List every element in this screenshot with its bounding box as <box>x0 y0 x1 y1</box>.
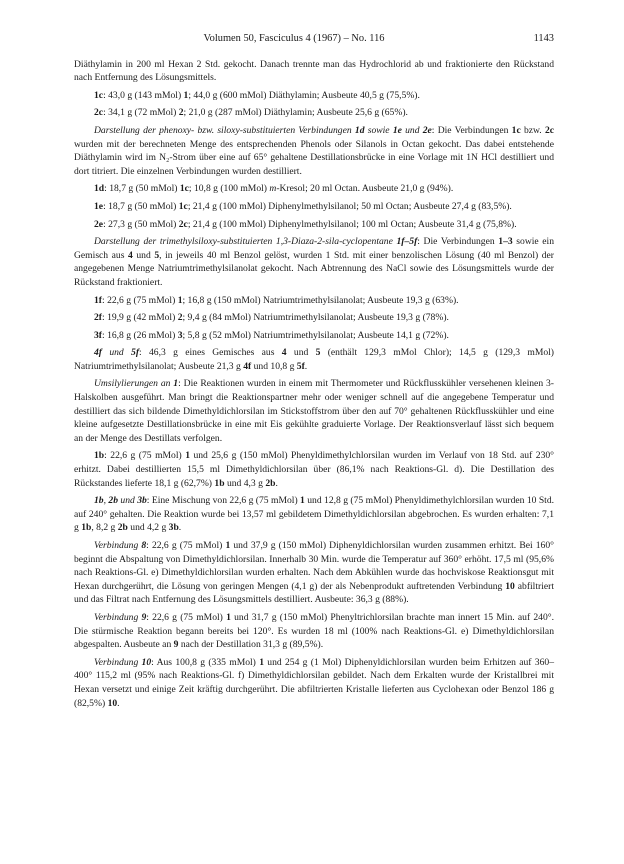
text-run: : 18,7 g (50 mMol) <box>104 183 180 195</box>
emphasis-text: 1c <box>178 200 188 212</box>
emphasis-text: 3 <box>177 329 183 341</box>
emphasis-text: 1b <box>214 477 225 489</box>
emphasis-text: und <box>401 124 423 136</box>
text-run: : Die Verbindungen <box>417 236 499 248</box>
paragraph <box>74 182 554 196</box>
paragraph <box>74 346 554 373</box>
emphasis-text: , <box>103 495 109 507</box>
emphasis-text: 1b <box>94 450 105 462</box>
text-run: ; 10,8 g (100 mMol) <box>188 183 270 195</box>
text-run: : 18,7 g (50 mMol) <box>103 200 179 212</box>
text-run: ; 5,8 g (52 mMol) Natriumtrimethylsilanolat; Ausbeute 14,1 g (72%). <box>182 329 449 341</box>
emphasis-text: 1 <box>226 611 231 623</box>
text-run: : 22,6 g (75 mMol) <box>104 450 186 462</box>
emphasis-text: 1e <box>392 124 402 136</box>
emphasis-text: 10 <box>505 580 515 592</box>
emphasis-text: 10 <box>141 656 152 668</box>
text-run: . <box>275 477 278 489</box>
text-run: . <box>117 697 120 709</box>
emphasis-text: 1d <box>94 183 105 195</box>
emphasis-text: 3b <box>137 495 147 507</box>
emphasis-text: 1 <box>300 495 305 507</box>
text-run: bzw. <box>520 124 545 136</box>
emphasis-text: m <box>269 183 277 195</box>
paragraph <box>74 377 554 445</box>
emphasis-text: 1c <box>511 124 521 136</box>
text-run: : 46,3 g eines Gemisches aus <box>139 347 282 359</box>
text-run: und <box>132 249 155 261</box>
emphasis-text: Darstellung der trimethylsiloxy-substituierten 1,3-Diaza-2-sila-cyclopentane <box>94 236 397 248</box>
paragraph <box>74 449 554 490</box>
emphasis-text: 5f <box>296 360 305 372</box>
emphasis-text: 5 <box>154 249 160 261</box>
running-title: Volumen 50, Fasciculus 4 (1967) – No. 116 <box>203 33 385 44</box>
text-run: Diäthylamin in 200 ml Hexan 2 Std. gekocht. Danach trennte man das Hydrochlorid ab und fraktionierte den Rückstand nach Entfernung des Lösungsmittels. <box>74 58 554 84</box>
text-run: ; 21,4 g (100 mMol) Diphenylmethylsilanol; 50 ml Octan; Ausbeute 27,4 g (83,5%). <box>187 200 512 212</box>
emphasis-text: 2f <box>94 312 102 324</box>
text-run: : Eine Mischung von 22,6 g (75 mMol) <box>146 495 301 507</box>
emphasis-text: 1c <box>94 89 104 101</box>
emphasis-text: 2e <box>94 218 104 230</box>
text-run: -Kresol; 20 ml Octan. Ausbeute 21,0 g (94%). <box>276 183 454 195</box>
emphasis-text: Umsilylierungen an <box>94 378 174 390</box>
text-run: : 16,8 g (26 mMol) <box>102 329 178 341</box>
paragraph <box>74 89 554 103</box>
emphasis-text: 4 <box>281 347 287 359</box>
text-run: und 10,8 g <box>251 360 297 372</box>
text-run: : Die Verbindungen <box>431 124 512 136</box>
text-run: : 43,0 g (143 mMol) <box>103 89 184 101</box>
emphasis-text: 9 <box>173 639 179 651</box>
emphasis-text: 10 <box>107 697 118 709</box>
emphasis-text: sowie <box>364 124 393 136</box>
text-run: ; 21,4 g (100 mMol) Diphenylmethylsilanol; 100 ml Octan; Ausbeute 31,4 g (75,8%). <box>187 218 517 230</box>
paragraph <box>74 58 554 85</box>
emphasis-text: 1 <box>185 450 190 462</box>
paragraph <box>74 311 554 325</box>
emphasis-text: 4f <box>243 360 252 372</box>
emphasis-text: 5f <box>131 347 140 359</box>
emphasis-text: 3f <box>94 329 102 341</box>
text-run: abfiltriert und das Filtrat nach Entfernung des Lösungsmittels destilliert. Ausbeute: 36,3 g (88%). <box>74 580 554 606</box>
text-run: ; 44,0 g (600 mMol) Diäthylamin; Ausbeute 40,5 g (75,5%). <box>188 89 420 101</box>
text-run: sowie ein Gemisch aus <box>74 236 555 261</box>
paragraph <box>74 106 554 120</box>
text-run: und 4,3 g <box>224 477 266 489</box>
text-run: : 22,6 g (75 mMol) <box>146 611 227 623</box>
paragraph <box>74 494 554 535</box>
paragraph <box>74 235 554 289</box>
text-run: : 19,9 g (42 mMol) <box>102 312 178 324</box>
emphasis-text: 1–3 <box>498 236 513 248</box>
paragraph <box>74 124 554 178</box>
text-run: : Die Reaktionen wurden in einem mit Thermometer und Rückflusskühler versehenen kleinen 3-Halskolben ausgeführt. Man bringt die Reaktionspartner mehr oder weniger schnell auf die angegebene Temperatur und destilliert das sich bildende Dimethyldichlorsilan im Stickstoffstrom über den auf 70° gehaltenen Rückflusskühler und eine kleine aufgesetzte Destillationsbrücke in eine mit Eis gekühlte graduierte Vorlage. Der Reaktionsverlauf lässt sich bequem an der Menge des Destillats verfolgen. <box>74 378 554 444</box>
text-run: und 12,8 g (75 mMol) Phenyldimethylchlorsilan wurden 10 Std. auf 240° gehalten. Die Reaktion wurde bei 13,57 ml gebildetem Dimethyldichlorsilan abgebrochen. Es wurden erhalten: 7,1 g <box>74 495 555 534</box>
emphasis-text: 2b <box>108 495 118 507</box>
emphasis-text: 4 <box>128 249 133 261</box>
page-number: 1143 <box>533 33 554 44</box>
emphasis-text: 2c <box>178 218 188 230</box>
text-run: und 4,2 g <box>127 522 169 534</box>
paragraph <box>74 294 554 308</box>
emphasis-text: 1 <box>177 294 183 306</box>
emphasis-text: 2e <box>422 124 432 136</box>
paragraph <box>74 611 554 652</box>
emphasis-text: 2 <box>178 107 184 119</box>
paragraph <box>74 656 554 710</box>
emphasis-text: 1c <box>179 183 189 195</box>
emphasis-text: 1 <box>259 656 264 668</box>
emphasis-text: und <box>102 347 132 359</box>
text-run: ; 21,0 g (287 mMol) Diäthylamin; Ausbeute 25,6 g (65%). <box>183 107 408 119</box>
emphasis-text: 1 <box>183 89 189 101</box>
text-run: und 25,6 g (150 mMol) Phenyldimethylchlorsilan wurden im Verlauf von 18 Std. auf 230° erhitzt. Dabei destillierten 15,5 ml Dimethyldichlorsilan über (86,1% nach Reaktions-Gl. d). Die Destillation des Rückstandes lieferte 18,1 g (62,7%) <box>74 450 554 489</box>
emphasis-text: 1b <box>94 495 104 507</box>
paragraph <box>74 329 554 343</box>
emphasis-text: 2b <box>265 477 276 489</box>
text-run: . <box>178 522 182 534</box>
emphasis-text: Verbindung <box>94 540 142 551</box>
emphasis-text: 2c <box>94 107 104 119</box>
paragraph <box>74 218 554 232</box>
body-text <box>74 58 554 711</box>
emphasis-text: 2c <box>544 124 555 136</box>
emphasis-text: 2 <box>177 312 183 324</box>
emphasis-text: 1e <box>94 200 104 212</box>
emphasis-text: 1f–5f <box>396 236 418 248</box>
emphasis-text: 1d <box>354 124 365 136</box>
text-run: wurden mit der berechneten Menge des entsprechenden Phenols oder Silanols in Octan gekocht. Das dabei entstehende Diäthylamin wird im N₂-Strom über eine auf 65° gehaltene Destillationsbrücke in eine Vorlage mit 1N HCl destilliert und dort titriert. Die einzelnen Verbindungen wurden destilliert. <box>74 138 554 177</box>
emphasis-text: 1f <box>94 294 102 306</box>
text-run: nach der Destillation 31,3 g (89,5%). <box>178 639 324 651</box>
text-run: : 34,1 g (72 mMol) <box>103 107 179 119</box>
emphasis-text: und <box>118 495 138 507</box>
text-run: . <box>304 360 308 372</box>
text-run: : 22,6 g (75 mMol) <box>102 294 178 306</box>
emphasis-text: 9 <box>141 611 147 623</box>
emphasis-text: 4f <box>94 347 102 359</box>
emphasis-text: 1 <box>225 540 231 551</box>
emphasis-text: Darstellung der phenoxy- bzw. siloxy-substituierten Verbindungen <box>94 124 355 136</box>
paragraph <box>74 200 554 214</box>
emphasis-text: Verbindung <box>94 656 142 668</box>
text-run: und <box>286 347 316 359</box>
emphasis-text: 3b <box>168 522 179 534</box>
emphasis-text: 1 <box>173 378 179 390</box>
emphasis-text: 1b <box>81 522 92 534</box>
emphasis-text: 2b <box>117 522 128 534</box>
text-run: : Aus 100,8 g (335 mMol) <box>151 656 260 668</box>
emphasis-text: Verbindung <box>94 611 142 623</box>
page-header <box>74 32 554 46</box>
text-run: : 22,6 g (75 mMol) <box>146 540 226 551</box>
paragraph <box>74 539 554 607</box>
text-run: ; 9,4 g (84 mMol) Natriumtrimethylsilanolat; Ausbeute 19,3 g (78%). <box>182 312 449 324</box>
text-run: und 31,7 g (150 mMol) Phenyltrichlorsilan brachte man innert 15 Min. auf 240°. Die stürmische Reaktion begann bereits bei 120°. Es wurden 18 ml (100% nach Reaktions-Gl. e) Dimethyldichlorsilan abgespalten. Ausbeute an <box>74 611 554 651</box>
text-run: und 254 g (1 Mol) Diphenyldichlorsilan wurden beim Erhitzen auf 360–400° 115,2 ml (95% nach Reaktions-Gl. f) Dimethyldichlorsilan gebildet. Nach dem Erkalten wurde der Kristallbrei mit Hexan versetzt und einige Zeit kräftig durchgerührt. Die abfiltrierten Kristalle lieferten aus Cyclohexan oder Benzol 186 g (82,5%) <box>74 656 554 709</box>
emphasis-text: 5 <box>315 347 321 359</box>
text-run: , 8,2 g <box>91 522 118 534</box>
text-run: ; 16,8 g (150 mMol) Natriumtrimethylsilanolat; Ausbeute 19,3 g (63%). <box>182 294 459 306</box>
text-run: und 37,9 g (150 mMol) Diphenyldichlorsilan wurden zusammen erhitzt. Bei 160° beginnt die Abspaltung von Dimethyldichlorsilan. Innerhalb 30 Min. wurde die Temperatur auf 360° erhöht. 17,5 ml (95,6% nach Reaktions-Gl. e) Dimethyldichlorsilan wurden erhalten. Nach dem Abkühlen wurde das hochviskose Reaktionsgut mit Hexan durchgerührt, die Lösung von geringen Mengen (4,1 g) der als Nebenprodukt auftretenden Verbindung <box>74 540 554 592</box>
text-run: (enthält 129,3 mMol Chlor); 14,5 g (129,3 mMol) Natriumtrimethylsilanolat; Ausbeute 21,3 g <box>74 347 555 372</box>
emphasis-text: 8 <box>141 540 147 551</box>
text-run: , in jeweils 40 ml Benzol gelöst, wurden 1 Std. mit einer benzolischen Lösung (40 ml Benzol) der angegebenen Menge Natriumtrimethylsilanolat gekocht. Nach Abtrennung des NaCl sowie des Lösungsmittels wurde der Rückstand fraktioniert. <box>74 249 554 288</box>
text-run: : 27,3 g (50 mMol) <box>103 218 179 230</box>
